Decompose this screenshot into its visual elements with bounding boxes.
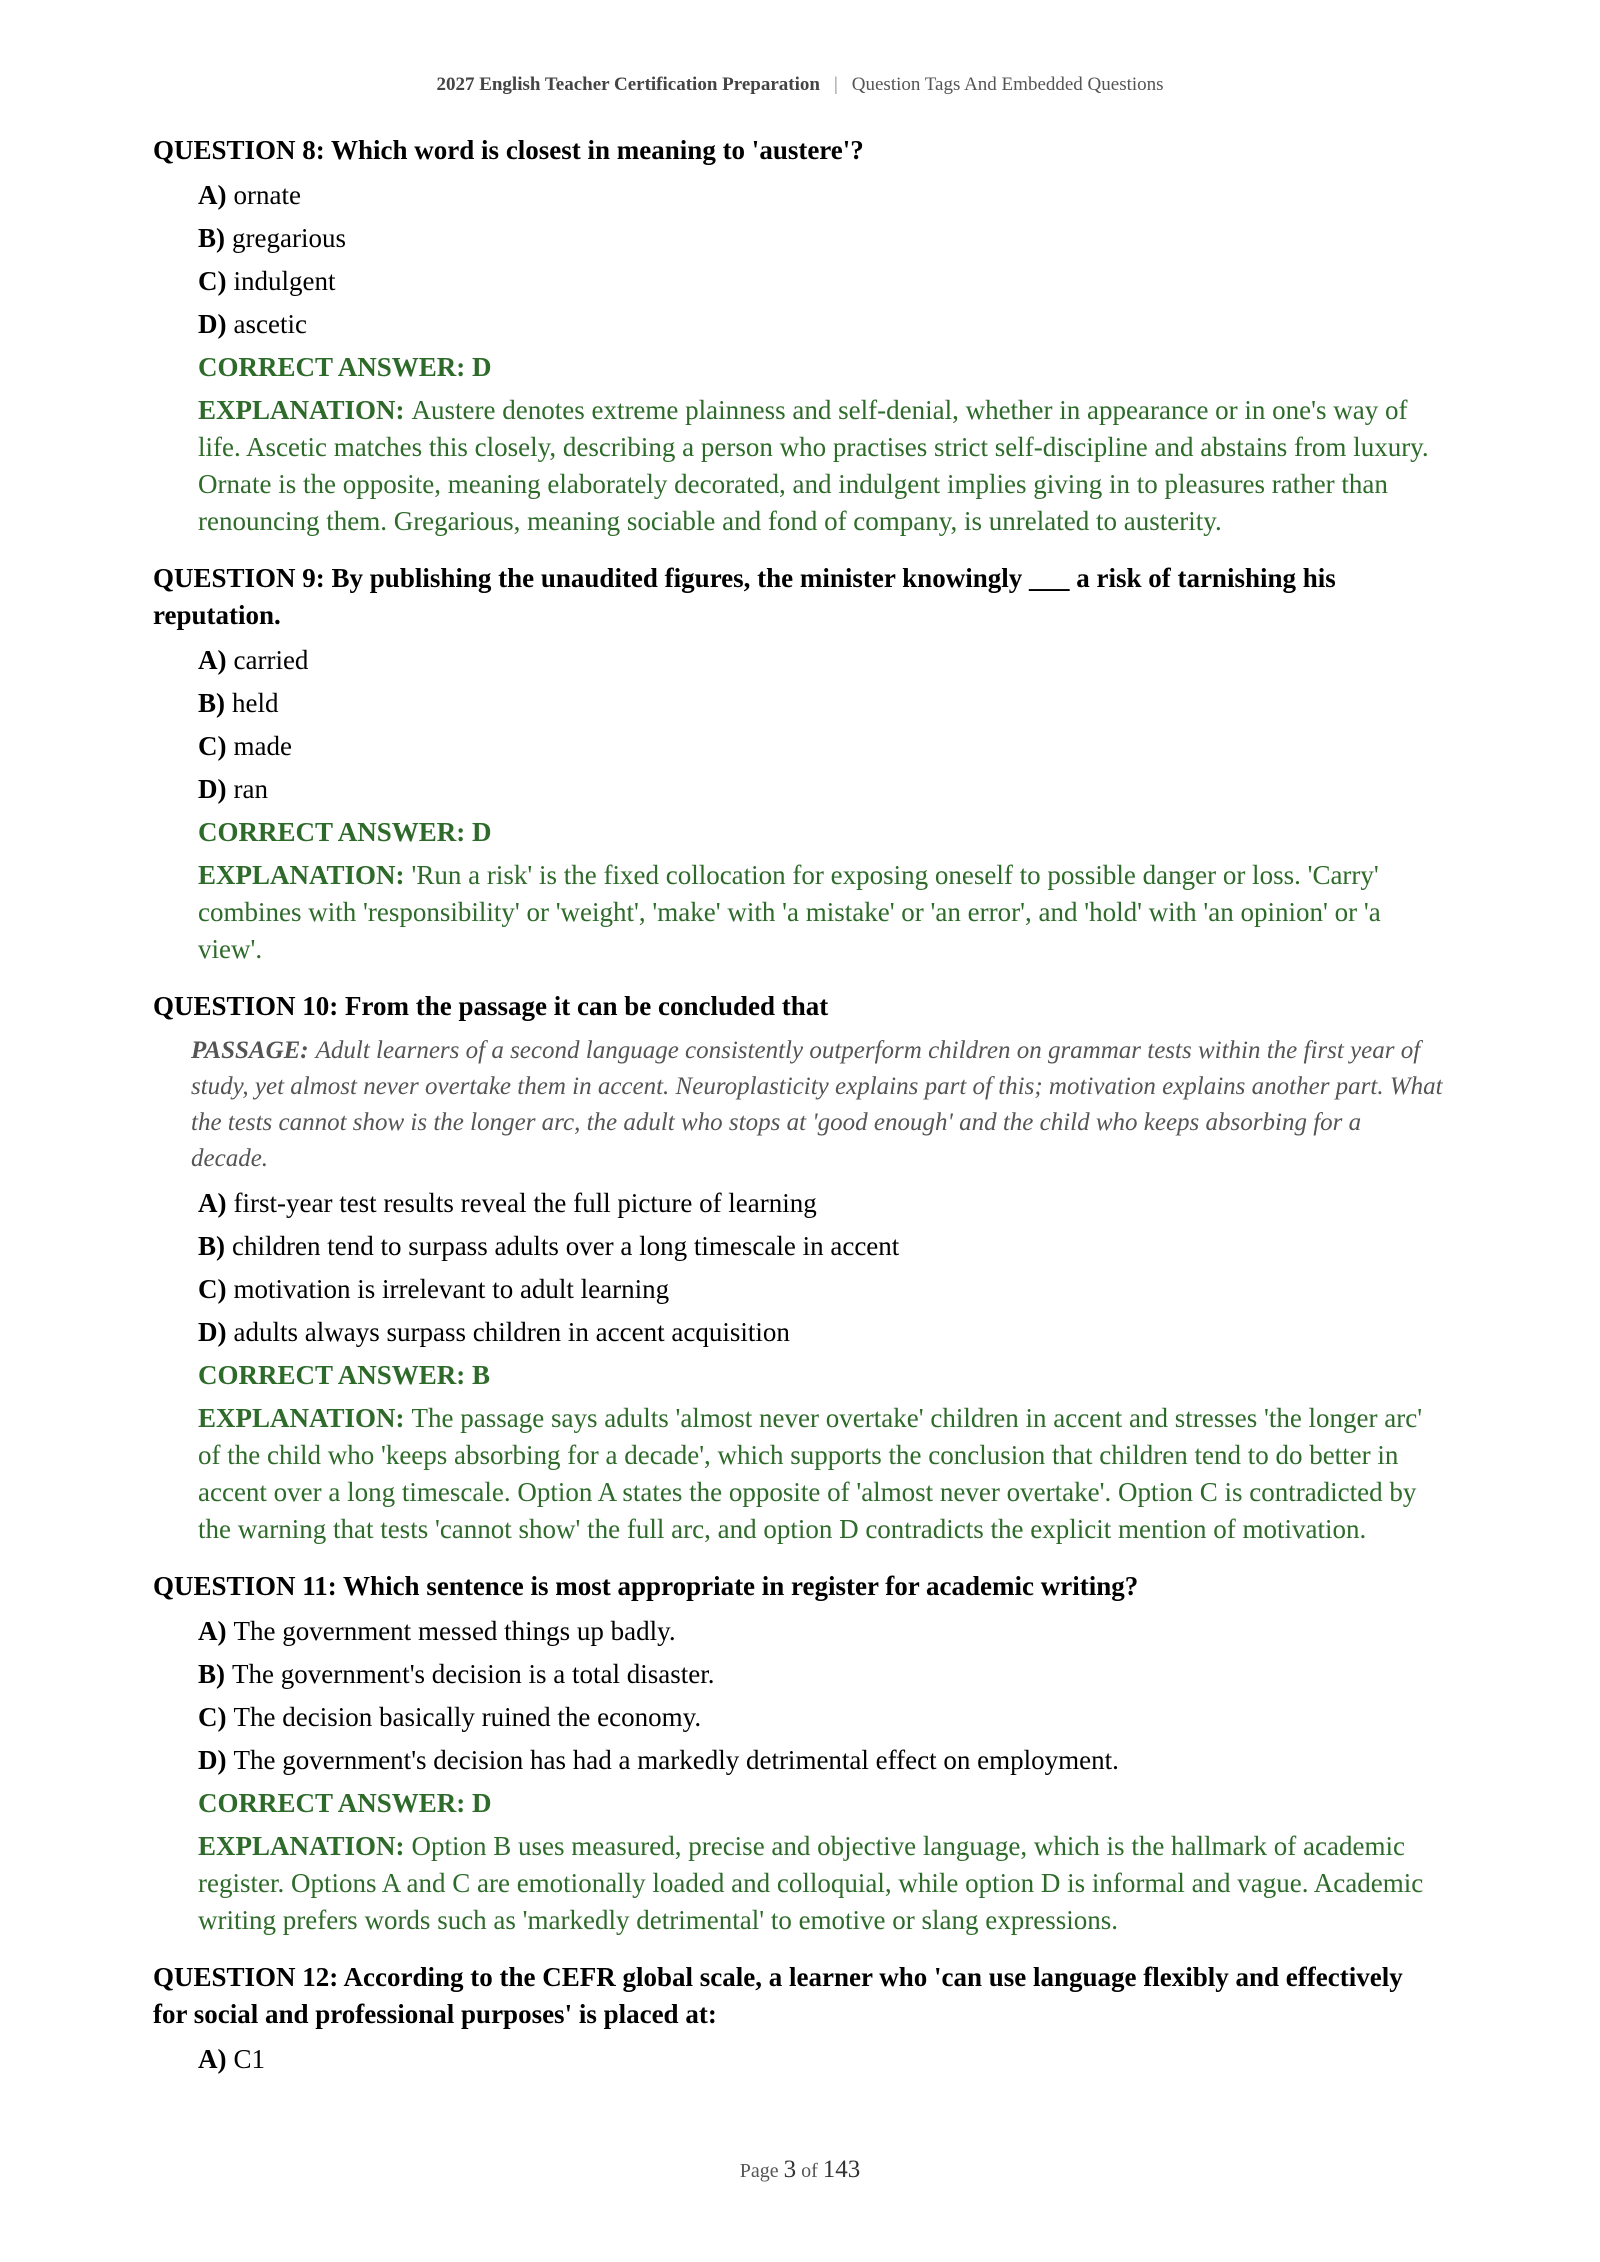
option-text: C1 bbox=[233, 2044, 266, 2074]
option-text: The government messed things up badly. bbox=[233, 1616, 676, 1646]
explanation-label: EXPLANATION: bbox=[198, 860, 405, 890]
explanation-text: The passage says adults 'almost never overtake' children in accent and stresses 'the longer arc' of the child who 'keeps absorbing for a decade', which supports the conclusion that children tend to do better in accent over a long timescale. Option A states the opposite of 'almost never overtake'. Option C is contradicted by the warning that tests 'cannot show' the full arc, and option D contradicts the explicit mention of motivation. bbox=[198, 1403, 1423, 1544]
option-text: The government's decision has had a markedly detrimental effect on employment. bbox=[233, 1745, 1119, 1775]
page-word: Page bbox=[739, 2160, 779, 2182]
option-text: ornate bbox=[233, 180, 301, 210]
section-title: Question Tags And Embedded Questions bbox=[851, 74, 1164, 95]
option-letter: A) bbox=[198, 180, 227, 210]
question-stem: QUESTION 11: Which sentence is most appropriate in register for academic writing? bbox=[153, 1571, 1139, 1601]
option-letter: B) bbox=[198, 1659, 225, 1689]
option-b bbox=[198, 1228, 1443, 1265]
passage-label: PASSAGE: bbox=[191, 1037, 309, 1064]
option-text: ascetic bbox=[233, 309, 307, 339]
question-stem: QUESTION 8: Which word is closest in meaning to 'austere'? bbox=[153, 135, 864, 165]
total-pages: 143 bbox=[822, 2156, 861, 2183]
option-a bbox=[198, 642, 1443, 679]
option-letter: D) bbox=[198, 1745, 227, 1775]
option-d bbox=[198, 1742, 1443, 1779]
option-letter: B) bbox=[198, 688, 225, 718]
page-number: 3 bbox=[783, 2156, 797, 2183]
option-text: motivation is irrelevant to adult learning bbox=[233, 1274, 670, 1304]
correct-answer: CORRECT ANSWER: D bbox=[198, 817, 492, 847]
option-a bbox=[198, 2041, 1443, 2078]
explanation bbox=[198, 1400, 1443, 1548]
option-letter: A) bbox=[198, 1616, 227, 1646]
explanation bbox=[198, 1828, 1443, 1939]
correct-answer: CORRECT ANSWER: D bbox=[198, 1788, 492, 1818]
option-text: carried bbox=[233, 645, 309, 675]
correct-answer: CORRECT ANSWER: D bbox=[198, 352, 492, 382]
question-stem: QUESTION 12: According to the CEFR global scale, a learner who 'can use language flexibly and effectively for social and professional purposes' is placed at: bbox=[153, 1962, 1403, 2029]
option-text: The government's decision is a total disaster. bbox=[232, 1659, 715, 1689]
running-header bbox=[0, 74, 1600, 96]
option-letter: B) bbox=[198, 1231, 225, 1261]
option-text: children tend to surpass adults over a long timescale in accent bbox=[232, 1231, 900, 1261]
option-letter: A) bbox=[198, 1188, 227, 1218]
option-a bbox=[198, 1613, 1443, 1650]
option-letter: C) bbox=[198, 1274, 227, 1304]
option-text: held bbox=[232, 688, 279, 718]
option-letter: C) bbox=[198, 731, 227, 761]
questions-content bbox=[153, 132, 1443, 2098]
header-separator: | bbox=[833, 74, 838, 95]
option-letter: D) bbox=[198, 774, 227, 804]
question-stem: QUESTION 10: From the passage it can be concluded that bbox=[153, 991, 829, 1021]
explanation-label: EXPLANATION: bbox=[198, 1831, 405, 1861]
explanation-text: Option B uses measured, precise and objective language, which is the hallmark of academic register. Options A and C are emotionally loaded and colloquial, while option D is informal and vague. Academic writing prefers words such as 'markedly detrimental' to emotive or slang expressions. bbox=[198, 1831, 1424, 1935]
explanation-label: EXPLANATION: bbox=[198, 1403, 405, 1433]
question-8 bbox=[153, 132, 1443, 540]
explanation-text: 'Run a risk' is the fixed collocation for exposing oneself to possible danger or loss. 'Carry' combines with 'responsibility' or 'weight', 'make' with 'a mistake' or 'an error', and 'hold' with 'an opinion' or 'a view'. bbox=[198, 860, 1381, 964]
of-word: of bbox=[801, 2160, 818, 2182]
question-9 bbox=[153, 560, 1443, 968]
option-c bbox=[198, 263, 1443, 300]
question-11 bbox=[153, 1568, 1443, 1939]
page-footer bbox=[0, 2156, 1600, 2184]
option-d bbox=[198, 1314, 1443, 1351]
option-c bbox=[198, 1699, 1443, 1736]
option-a bbox=[198, 177, 1443, 214]
explanation bbox=[198, 392, 1443, 540]
correct-answer: CORRECT ANSWER: B bbox=[198, 1360, 491, 1390]
option-letter: B) bbox=[198, 223, 225, 253]
question-12 bbox=[153, 1959, 1443, 2078]
option-d bbox=[198, 306, 1443, 343]
option-text: first-year test results reveal the full picture of learning bbox=[233, 1188, 817, 1218]
reading-passage bbox=[191, 1033, 1443, 1177]
option-text: indulgent bbox=[233, 266, 336, 296]
option-b bbox=[198, 685, 1443, 722]
option-letter: A) bbox=[198, 645, 227, 675]
option-letter: A) bbox=[198, 2044, 227, 2074]
passage-text: Adult learners of a second language consistently outperform children on grammar tests within the first year of study, yet almost never overtake them in accent. Neuroplasticity explains part of this; motivation explains another part. What the tests cannot show is the longer arc, the adult who stops at 'good enough' and the child who keeps absorbing for a decade. bbox=[191, 1037, 1443, 1172]
option-d bbox=[198, 771, 1443, 808]
option-b bbox=[198, 1656, 1443, 1693]
option-text: gregarious bbox=[232, 223, 346, 253]
question-stem: QUESTION 9: By publishing the unaudited figures, the minister knowingly ___ a risk of tarnishing his reputation. bbox=[153, 563, 1336, 630]
option-c bbox=[198, 1271, 1443, 1308]
option-c bbox=[198, 728, 1443, 765]
explanation-text: Austere denotes extreme plainness and self-denial, whether in appearance or in one's way of life. Ascetic matches this closely, describing a person who practises strict self-discipline and abstains from luxury. Ornate is the opposite, meaning elaborately decorated, and indulgent implies giving in to pleasures rather than renouncing them. Gregarious, meaning sociable and fond of company, is unrelated to austerity. bbox=[198, 395, 1429, 536]
option-letter: C) bbox=[198, 1702, 227, 1732]
option-text: adults always surpass children in accent acquisition bbox=[233, 1317, 790, 1347]
explanation bbox=[198, 857, 1443, 968]
question-10 bbox=[153, 988, 1443, 1548]
option-a bbox=[198, 1185, 1443, 1222]
option-text: The decision basically ruined the economy. bbox=[233, 1702, 702, 1732]
explanation-label: EXPLANATION: bbox=[198, 395, 405, 425]
option-letter: D) bbox=[198, 1317, 227, 1347]
book-title: 2027 English Teacher Certification Preparation bbox=[436, 74, 820, 95]
option-text: made bbox=[233, 731, 292, 761]
option-b bbox=[198, 220, 1443, 257]
option-text: ran bbox=[233, 774, 268, 804]
option-letter: C) bbox=[198, 266, 227, 296]
option-letter: D) bbox=[198, 309, 227, 339]
